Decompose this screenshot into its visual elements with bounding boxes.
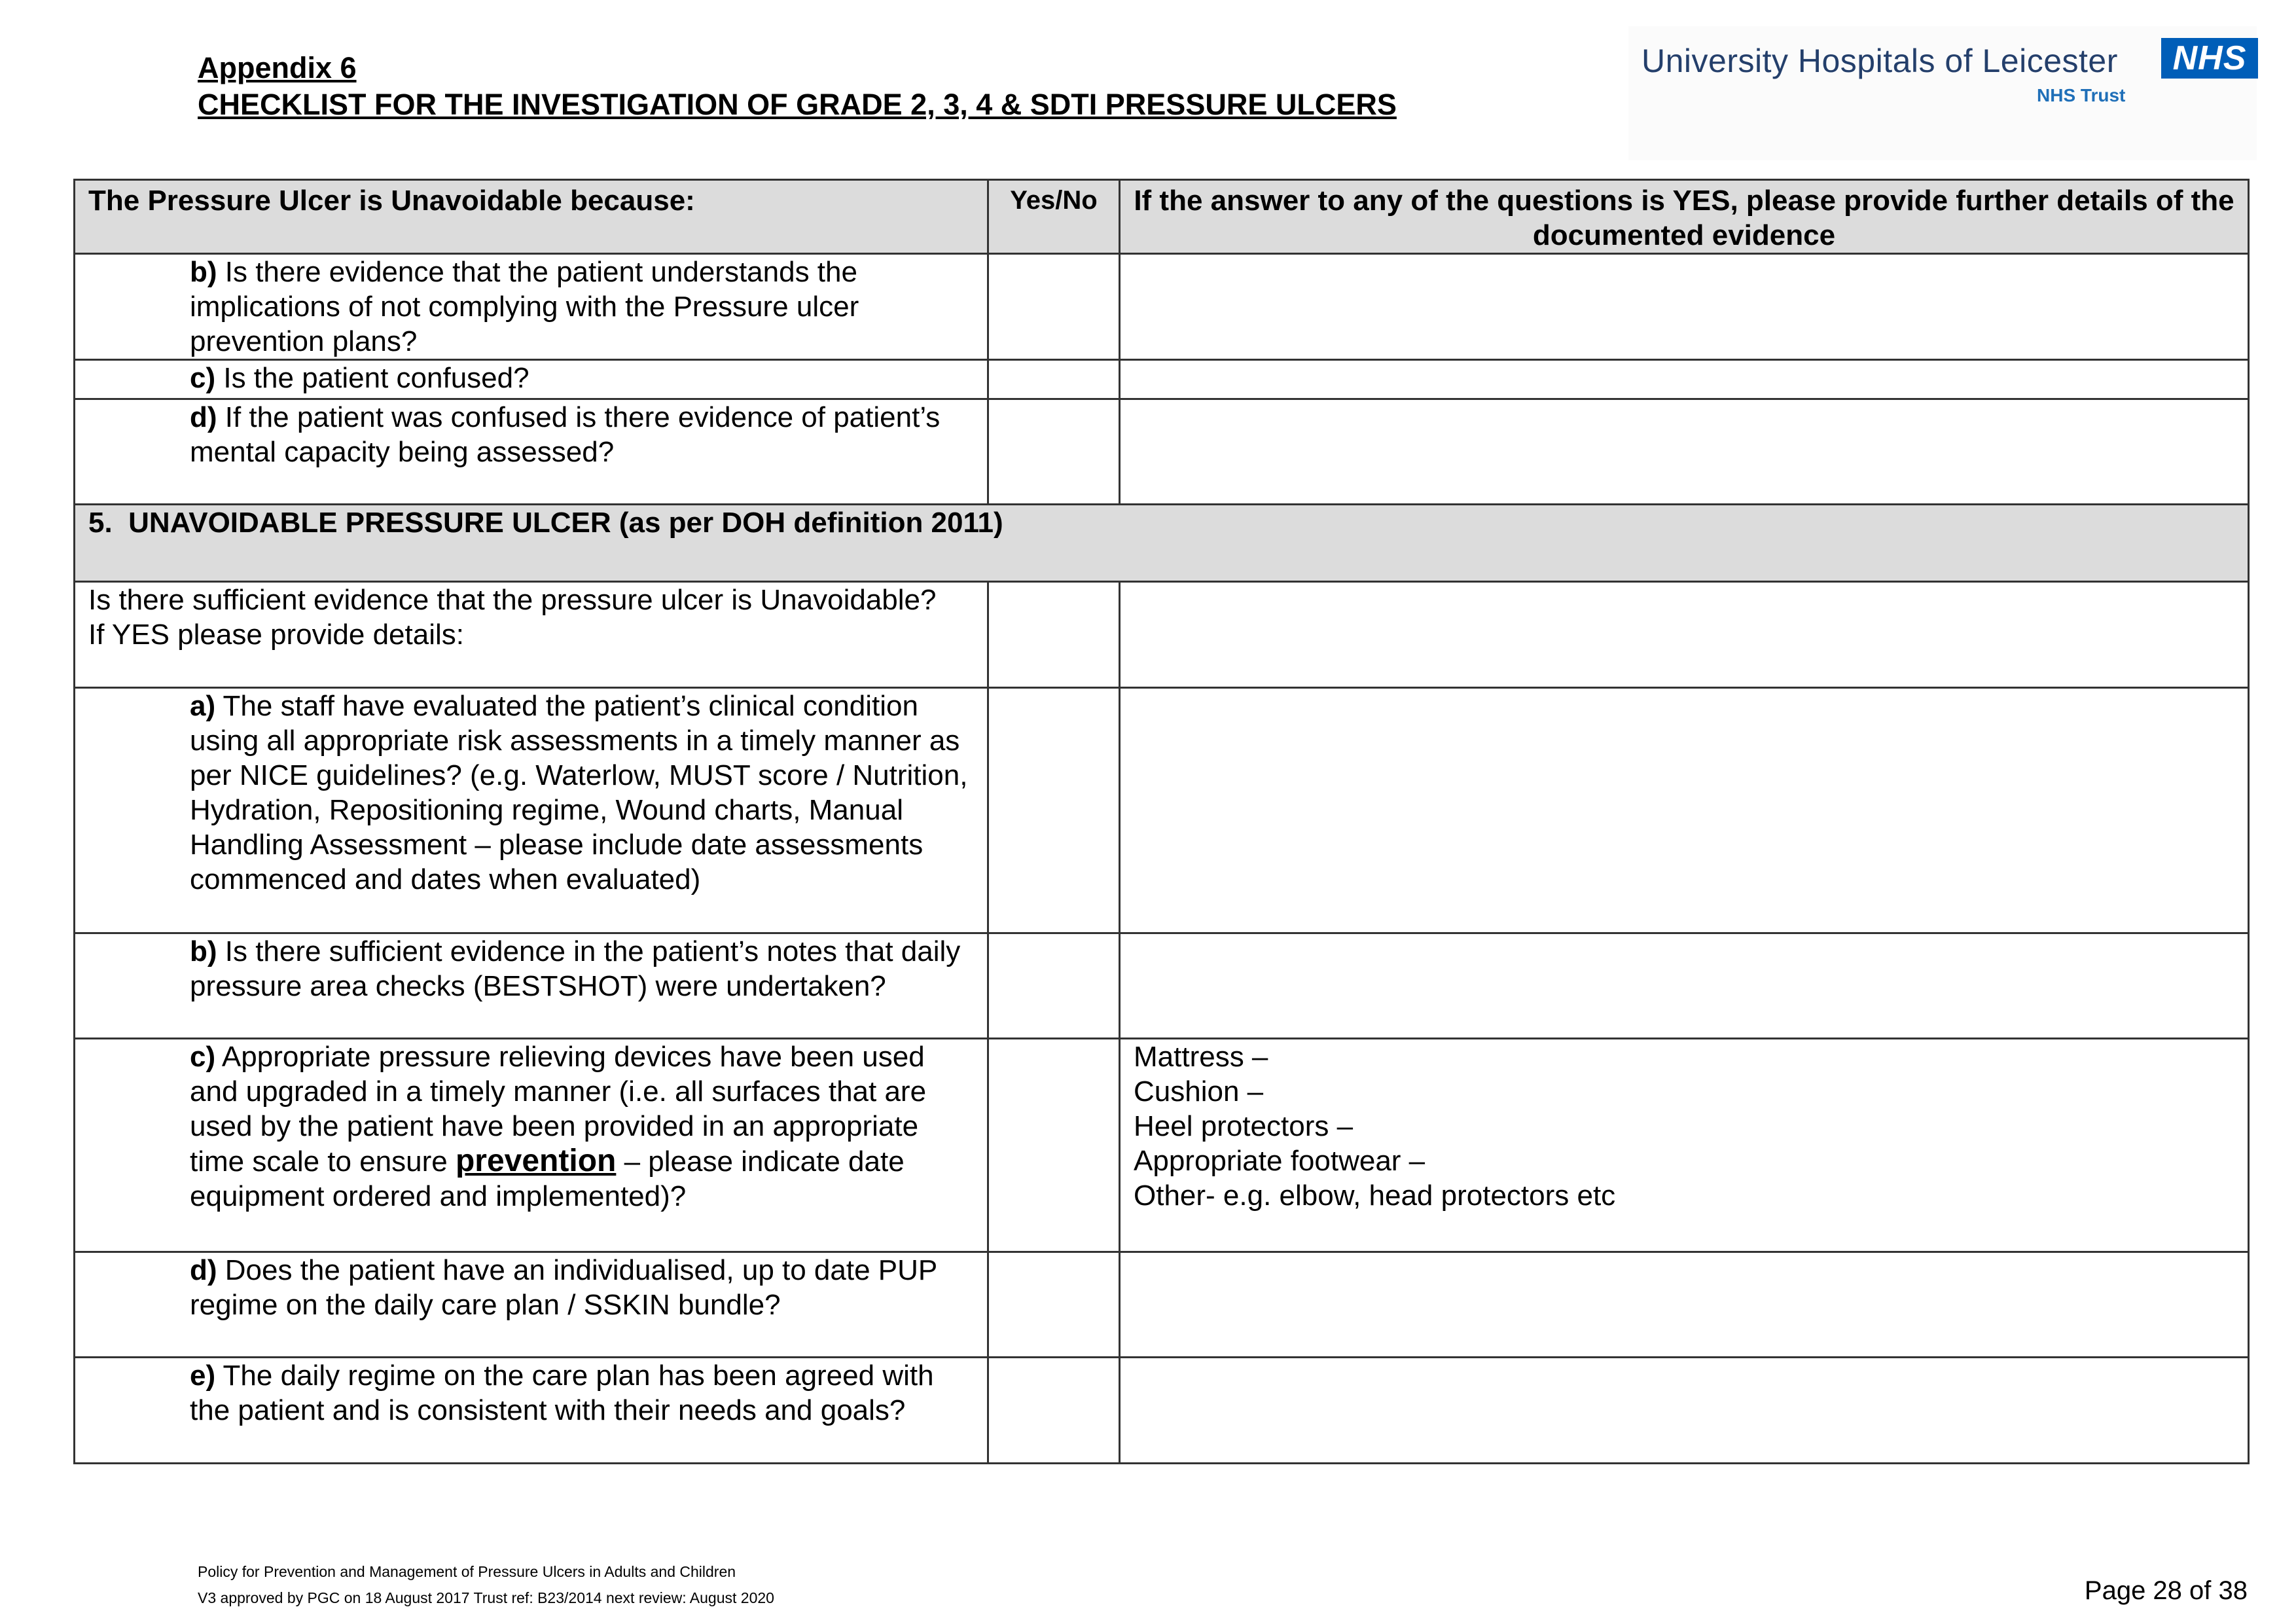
detail-line-cushion: Cushion – xyxy=(1134,1075,1264,1108)
yes-no-cell[interactable] xyxy=(988,582,1120,688)
header-details: If the answer to any of the questions is YES, please provide further details of the documented evidence xyxy=(1120,180,2249,254)
yes-no-cell[interactable] xyxy=(988,1039,1120,1252)
yes-no-cell[interactable] xyxy=(988,688,1120,933)
yes-no-cell[interactable] xyxy=(988,933,1120,1039)
emphasis-word: prevention xyxy=(455,1144,617,1178)
question-cell xyxy=(75,1039,988,1252)
section-number: 5. xyxy=(88,507,113,539)
table-row xyxy=(75,1358,2249,1464)
question-text: Appropriate pressure relieving devices have been used and upgraded in a timely manner (i.e. all surfaces that are used by the patient have been provided in an appropriate time scale to ensure xyxy=(190,1041,927,1178)
question-text: If the patient was confused is there evidence of patient’s mental capacity being assessed? xyxy=(190,401,941,468)
detail-line-mattress: Mattress – xyxy=(1134,1041,1268,1073)
section-heading xyxy=(75,505,2249,582)
question-cell xyxy=(75,399,988,505)
question-cell xyxy=(75,933,988,1039)
yes-no-cell[interactable] xyxy=(988,360,1120,399)
investigation-checklist-table xyxy=(73,179,2250,1464)
question-text: Is the patient confused? xyxy=(215,362,529,394)
question-cell xyxy=(75,1252,988,1358)
table-row xyxy=(75,688,2249,933)
checklist-title: CHECKLIST FOR THE INVESTIGATION OF GRADE 2, 3, 4 & SDTI PRESSURE ULCERS xyxy=(198,88,1397,121)
question-text: The daily regime on the care plan has been agreed with the patient and is consistent with their needs and goals? xyxy=(190,1360,934,1426)
footer-policy-title: Policy for Prevention and Management of Pressure Ulcers in Adults and Children xyxy=(198,1563,736,1580)
question-cell xyxy=(75,254,988,360)
table-row xyxy=(75,1039,2249,1252)
yes-no-cell[interactable] xyxy=(988,1252,1120,1358)
details-cell[interactable] xyxy=(1120,1358,2249,1464)
table-row xyxy=(75,360,2249,399)
detail-line-footwear: Appropriate footwear – xyxy=(1134,1145,1426,1177)
question-cell xyxy=(75,360,988,399)
document-heading xyxy=(198,50,1397,123)
question-text: Is there sufficient evidence in the patient’s notes that daily pressure area checks (BESTSHOT) were undertaken? xyxy=(190,935,961,1002)
yes-no-cell[interactable] xyxy=(988,399,1120,505)
detail-line-other: Other- e.g. elbow, head protectors etc xyxy=(1134,1180,1616,1212)
table-row xyxy=(75,933,2249,1039)
yes-no-cell[interactable] xyxy=(988,254,1120,360)
table-header-row xyxy=(75,180,2249,254)
footer-version-info: V3 approved by PGC on 18 August 2017 Trust ref: B23/2014 next review: August 2020 xyxy=(198,1589,774,1606)
question-instruction: If YES please provide details: xyxy=(88,619,464,651)
detail-line-heel-protectors: Heel protectors – xyxy=(1134,1110,1354,1142)
organisation-name: University Hospitals of Leicester xyxy=(1641,43,2118,79)
question-cell xyxy=(75,1358,988,1464)
question-letter: c) xyxy=(190,362,216,394)
question-letter: c) xyxy=(190,1041,216,1073)
question-letter: d) xyxy=(190,1254,217,1286)
policy-footer xyxy=(198,1559,774,1611)
details-cell[interactable] xyxy=(1120,1039,2249,1252)
details-cell[interactable] xyxy=(1120,1252,2249,1358)
section-title: UNAVOIDABLE PRESSURE ULCER (as per DOH definition 2011) xyxy=(128,507,1003,539)
question-text: Is there sufficient evidence that the pressure ulcer is Unavoidable? xyxy=(88,584,937,616)
details-cell[interactable] xyxy=(1120,688,2249,933)
details-cell[interactable] xyxy=(1120,254,2249,360)
question-text: The staff have evaluated the patient’s clinical condition using all appropriate risk assessments in a timely manner as per NICE guidelines? (e.g. Waterlow, MUST score / Nutrition, Hydration, Repositioning regime, Wound charts, Manual Handling Assessment – please include date assessments commenced and dates when evaluated) xyxy=(190,690,968,895)
details-cell[interactable] xyxy=(1120,399,2249,505)
nhs-badge: NHS xyxy=(2161,38,2258,79)
details-cell[interactable] xyxy=(1120,933,2249,1039)
question-letter: b) xyxy=(190,256,217,288)
trust-logo xyxy=(1628,26,2257,160)
appendix-label: Appendix 6 xyxy=(198,51,357,84)
table-row xyxy=(75,399,2249,505)
question-letter: a) xyxy=(190,690,216,722)
question-letter: e) xyxy=(190,1360,216,1392)
question-text: Is there evidence that the patient understands the implications of not complying with the Pressure ulcer prevention plans? xyxy=(190,256,859,357)
header-yes-no: Yes/No xyxy=(988,180,1120,254)
table-row xyxy=(75,1252,2249,1358)
section-heading-row xyxy=(75,505,2249,582)
yes-no-cell[interactable] xyxy=(988,1358,1120,1464)
question-text-continued: – please indicate date equipment ordered and implemented)? xyxy=(190,1146,905,1212)
table-row xyxy=(75,254,2249,360)
question-cell xyxy=(75,688,988,933)
question-letter: b) xyxy=(190,935,217,967)
table-row xyxy=(75,582,2249,688)
question-letter: d) xyxy=(190,401,217,433)
question-text: Does the patient have an individualised, up to date PUP regime on the daily care plan / SSKIN bundle? xyxy=(190,1254,937,1321)
question-cell xyxy=(75,582,988,688)
trust-label: NHS Trust xyxy=(2037,85,2126,105)
details-cell[interactable] xyxy=(1120,360,2249,399)
details-cell[interactable] xyxy=(1120,582,2249,688)
page-number: Page 28 of 38 xyxy=(2084,1576,2248,1605)
header-question: The Pressure Ulcer is Unavoidable because: xyxy=(75,180,988,254)
